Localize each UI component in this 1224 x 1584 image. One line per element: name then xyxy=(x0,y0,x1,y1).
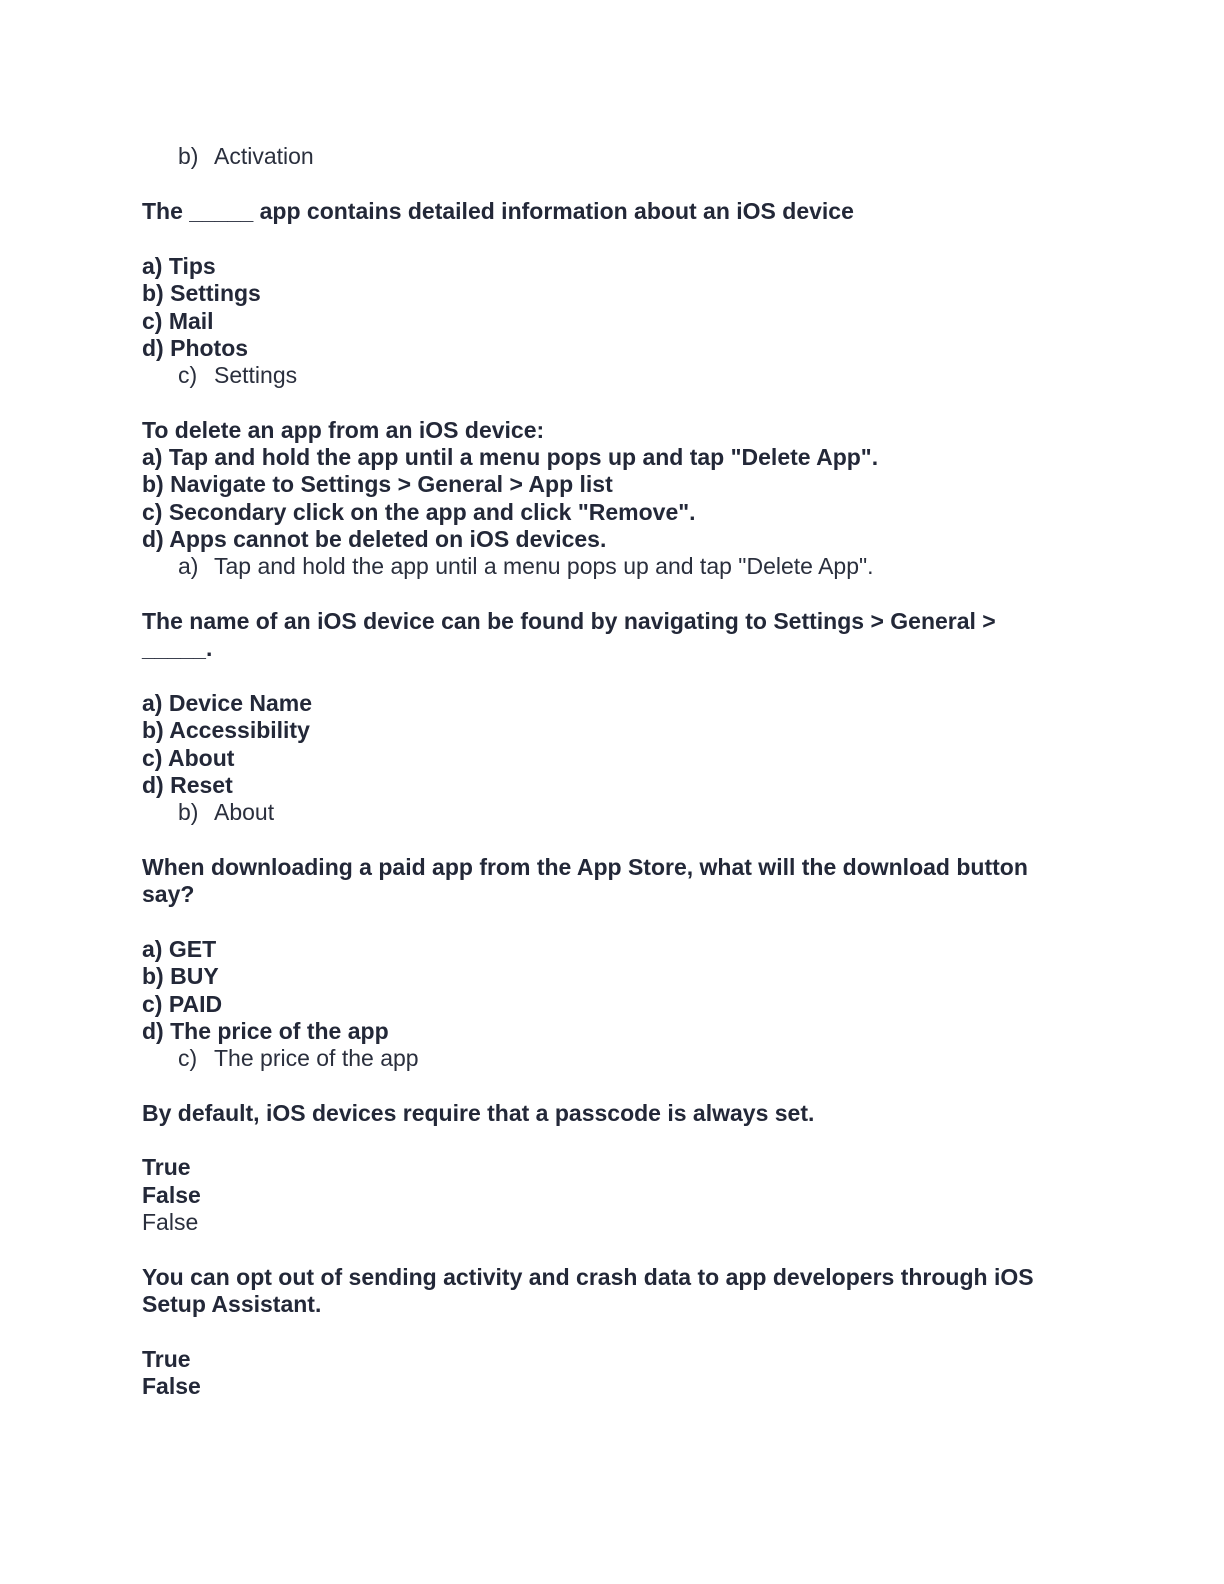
question-4-answer xyxy=(178,1044,419,1072)
question-2-option-a: a) Tap and hold the app until a menu pops up and tap "Delete App". xyxy=(142,444,879,470)
question-1-option-a: a) Tips xyxy=(142,253,216,279)
answer-text: The price of the app xyxy=(214,1045,419,1071)
question-3-option-d: d) Reset xyxy=(142,772,233,798)
question-6-stem-line-2: Setup Assistant. xyxy=(142,1291,322,1317)
answer-text: Settings xyxy=(214,362,298,388)
question-3-stem-line-2: _____. xyxy=(142,635,213,661)
question-6-option-false: False xyxy=(142,1373,201,1399)
question-3-stem-line-1: The name of an iOS device can be found by navigating to Settings > General > xyxy=(142,608,996,634)
question-2-option-c: c) Secondary click on the app and click "Remove". xyxy=(142,499,696,525)
question-1-option-b: b) Settings xyxy=(142,280,261,306)
question-3-option-b: b) Accessibility xyxy=(142,717,310,743)
question-4-stem-line-1: When downloading a paid app from the App Store, what will the download button xyxy=(142,854,1028,880)
question-2-option-d: d) Apps cannot be deleted on iOS devices. xyxy=(142,526,607,552)
answer-letter: c) xyxy=(178,1045,198,1071)
question-5-stem: By default, iOS devices require that a passcode is always set. xyxy=(142,1100,815,1126)
answer-letter: c) xyxy=(178,362,198,388)
question-3-option-c: c) About xyxy=(142,745,235,771)
question-6-stem-line-1: You can opt out of sending activity and crash data to app developers through iOS xyxy=(142,1264,1034,1290)
answer-letter: b) xyxy=(178,143,199,169)
answer-text: Tap and hold the app until a menu pops up and tap "Delete App". xyxy=(214,553,874,579)
question-5-option-false: False xyxy=(142,1182,201,1208)
question-4-option-c: c) PAID xyxy=(142,991,223,1017)
question-3-answer xyxy=(178,798,274,826)
question-1-stem: The _____ app contains detailed information about an iOS device xyxy=(142,198,854,224)
question-5-option-true: True xyxy=(142,1154,191,1180)
question-4-option-b: b) BUY xyxy=(142,963,219,989)
question-6-option-true: True xyxy=(142,1346,191,1372)
question-2-answer xyxy=(178,552,874,580)
question-4-option-a: a) GET xyxy=(142,936,217,962)
question-4-option-d: d) The price of the app xyxy=(142,1018,389,1044)
answer-text: Activation xyxy=(214,143,314,169)
question-3-option-a: a) Device Name xyxy=(142,690,313,716)
question-1-answer xyxy=(178,361,297,389)
question-2-stem: To delete an app from an iOS device: xyxy=(142,417,545,443)
answer-text: About xyxy=(214,799,275,825)
previous-answer xyxy=(178,142,314,170)
answer-letter: b) xyxy=(178,799,199,825)
question-5-answer: False xyxy=(142,1209,199,1235)
question-1-option-c: c) Mail xyxy=(142,308,214,334)
question-2-option-b: b) Navigate to Settings > General > App list xyxy=(142,471,613,497)
question-4-stem-line-2: say? xyxy=(142,881,195,907)
answer-letter: a) xyxy=(178,553,199,579)
question-1-option-d: d) Photos xyxy=(142,335,249,361)
